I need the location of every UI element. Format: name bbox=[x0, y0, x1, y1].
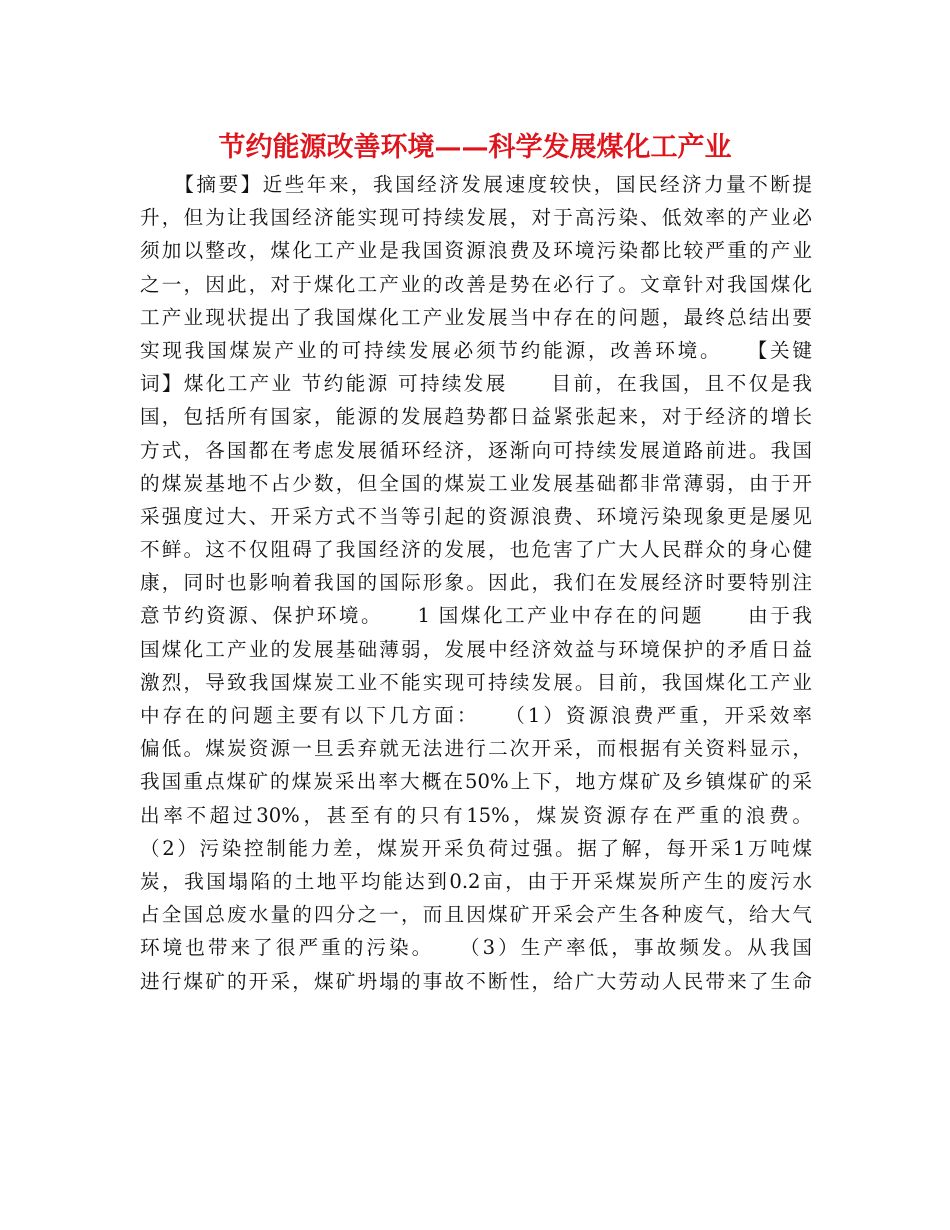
body-line: 国煤化工产业的发展基础薄弱，发展中经济效益与环境保护的矛盾日益 bbox=[140, 637, 812, 661]
body-line: 国，包括所有国家，能源的发展趋势都日益紧张起来，对于经济的增长 bbox=[140, 405, 812, 429]
body-line: 词】煤化工产业 节约能源 可持续发展 目前，在我国，且不仅是我 bbox=[140, 372, 812, 396]
body-line: 康，同时也影响着我国的国际形象。因此，我们在发展经济时要特别注 bbox=[140, 571, 812, 595]
body-line: 我国重点煤矿的煤炭采出率大概在50%上下，地方煤矿及乡镇煤矿的采 bbox=[140, 770, 812, 794]
body-line: 升，但为让我国经济能实现可持续发展，对于高污染、低效率的产业必 bbox=[140, 206, 812, 230]
body-line: 中存在的问题主要有以下几方面： （1）资源浪费严重，开采效率 bbox=[140, 704, 812, 727]
body-line: （2）污染控制能力差，煤炭开采负荷过强。据了解，每开采1万吨煤 bbox=[140, 836, 812, 860]
body-line: 出率不超过30%，甚至有的只有15%，煤炭资源存在严重的浪费。 bbox=[140, 803, 812, 827]
body-line: 占全国总废水量的四分之一，而且因煤矿开采会产生各种废气，给大气 bbox=[140, 903, 812, 927]
body-line: 须加以整改，煤化工产业是我国资源浪费及环境污染都比较严重的产业 bbox=[140, 239, 812, 263]
body-line: 环境也带来了很严重的污染。 （3）生产率低，事故频发。从我国 bbox=[140, 936, 812, 960]
body-line: 偏低。煤炭资源一旦丢弃就无法进行二次开采，而根据有关资料显示， bbox=[140, 737, 812, 761]
body-line: 采强度过大、开采方式不当等引起的资源浪费、环境污染现象更是屡见 bbox=[140, 504, 812, 528]
body-line: 实现我国煤炭产业的可持续发展必须节约能源，改善环境。 【关键 bbox=[140, 338, 812, 362]
document-title: 节约能源改善环境——科学发展煤化工产业 bbox=[218, 132, 732, 163]
body-line: 意节约资源、保护环境。 1 国煤化工产业中存在的问题 由于我 bbox=[140, 604, 812, 628]
body-line: 【摘要】近些年来，我国经济发展速度较快，国民经济力量不断提 bbox=[140, 173, 812, 196]
body-line: 之一，因此，对于煤化工产业的改善是势在必行了。文章针对我国煤化 bbox=[140, 272, 812, 296]
document-body bbox=[140, 168, 812, 998]
body-line: 方式，各国都在考虑发展循环经济，逐渐向可持续发展道路前进。我国 bbox=[140, 438, 812, 462]
body-line: 进行煤矿的开采，煤矿坍塌的事故不断性，给广大劳动人民带来了生命 bbox=[140, 969, 812, 993]
body-line: 不鲜。这不仅阻碍了我国经济的发展，也危害了广大人民群众的身心健 bbox=[140, 538, 812, 562]
body-line: 炭，我国塌陷的土地平均能达到0.2亩，由于开采煤炭所产生的废污水 bbox=[140, 869, 812, 893]
body-line: 的煤炭基地不占少数，但全国的煤炭工业发展基础都非常薄弱，由于开 bbox=[140, 471, 812, 495]
body-line: 工产业现状提出了我国煤化工产业发展当中存在的问题，最终总结出要 bbox=[140, 305, 812, 329]
body-line: 激烈，导致我国煤炭工业不能实现可持续发展。目前，我国煤化工产业 bbox=[140, 670, 812, 694]
